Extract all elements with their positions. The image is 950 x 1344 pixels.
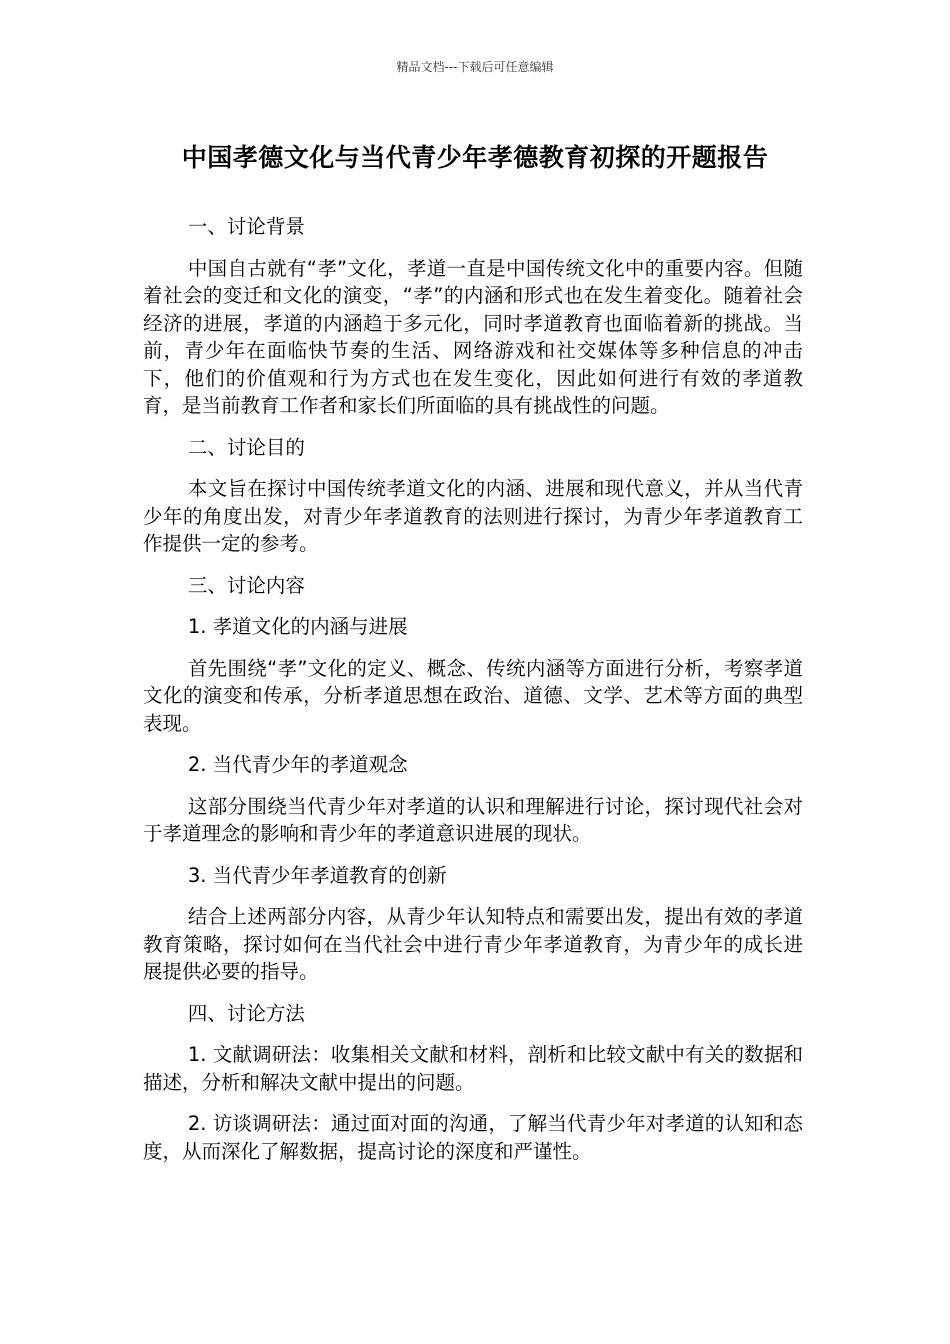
subheading-content-1: 1. 孝道文化的内涵与进展 — [187, 615, 408, 638]
document-body — [143, 213, 803, 1179]
paragraph-purpose: 本文旨在探讨中国传统孝道文化的内涵、进展和现代意义，并从当代青少年的角度出发，对青少年孝道教育的法则进行探讨，为青少年孝道教育工作提供一定的参考。 — [143, 477, 803, 555]
paragraph-content-3: 结合上述两部分内容，从青少年认知特点和需要出发，提出有效的孝道教育策略，探讨如何在当代社会中进行青少年孝道教育，为青少年的成长进展提供必要的指导。 — [143, 905, 803, 983]
subheading-content-3: 3. 当代青少年孝道教育的创新 — [187, 863, 447, 887]
paragraph-background: 中国自古就有“孝”文化，孝道一直是中国传统文化中的重要内容。但随着社会的变迁和文化的演变，“孝”的内涵和形式也在发生着变化。随着社会经济的进展，孝道的内涵趋于多元化，同时孝道教育也面临着新的挑战。当前，青少年在面临快节奏的生活、网络游戏和社交媒体等多种信息的冲击下，他们的价值观和行为方式也在发生变化，因此如何进行有效的孝道教育，是当前教育工作者和家长们所面临的具有挑战性的问题。 — [143, 256, 803, 417]
header-note: 精品文档---下载后可任意编辑 — [396, 60, 554, 74]
paragraph-method-2: 2. 访谈调研法：通过面对面的沟通，了解当代青少年对孝道的认知和态度，从而深化了解数据，提高讨论的深度和严谨性。 — [143, 1112, 803, 1163]
subheading-content-2: 2. 当代青少年的孝道观念 — [187, 753, 408, 776]
section-heading-content: 三、讨论内容 — [187, 573, 305, 597]
section-heading-background: 一、讨论背景 — [187, 215, 305, 238]
document-title: 中国孝德文化与当代青少年孝德教育初探的开题报告 — [181, 143, 769, 172]
paragraph-content-1: 首先围绕“孝”文化的定义、概念、传统内涵等方面进行分析，考察孝道文化的演变和传承，分析孝道思想在政治、道德、文学、艺术等方面的典型表现。 — [143, 656, 803, 735]
paragraph-method-1: 1. 文献调研法：收集相关文献和材料，剖析和比较文献中有关的数据和描述，分析和解决文献中提出的问题。 — [143, 1043, 803, 1094]
paragraph-content-2: 这部分围绕当代青少年对孝道的认识和理解进行讨论，探讨现代社会对于孝道理念的影响和青少年的孝道意识进展的现状。 — [143, 794, 803, 845]
section-heading-methods: 四、讨论方法 — [187, 1001, 305, 1025]
section-heading-purpose: 二、讨论目的 — [187, 435, 305, 459]
